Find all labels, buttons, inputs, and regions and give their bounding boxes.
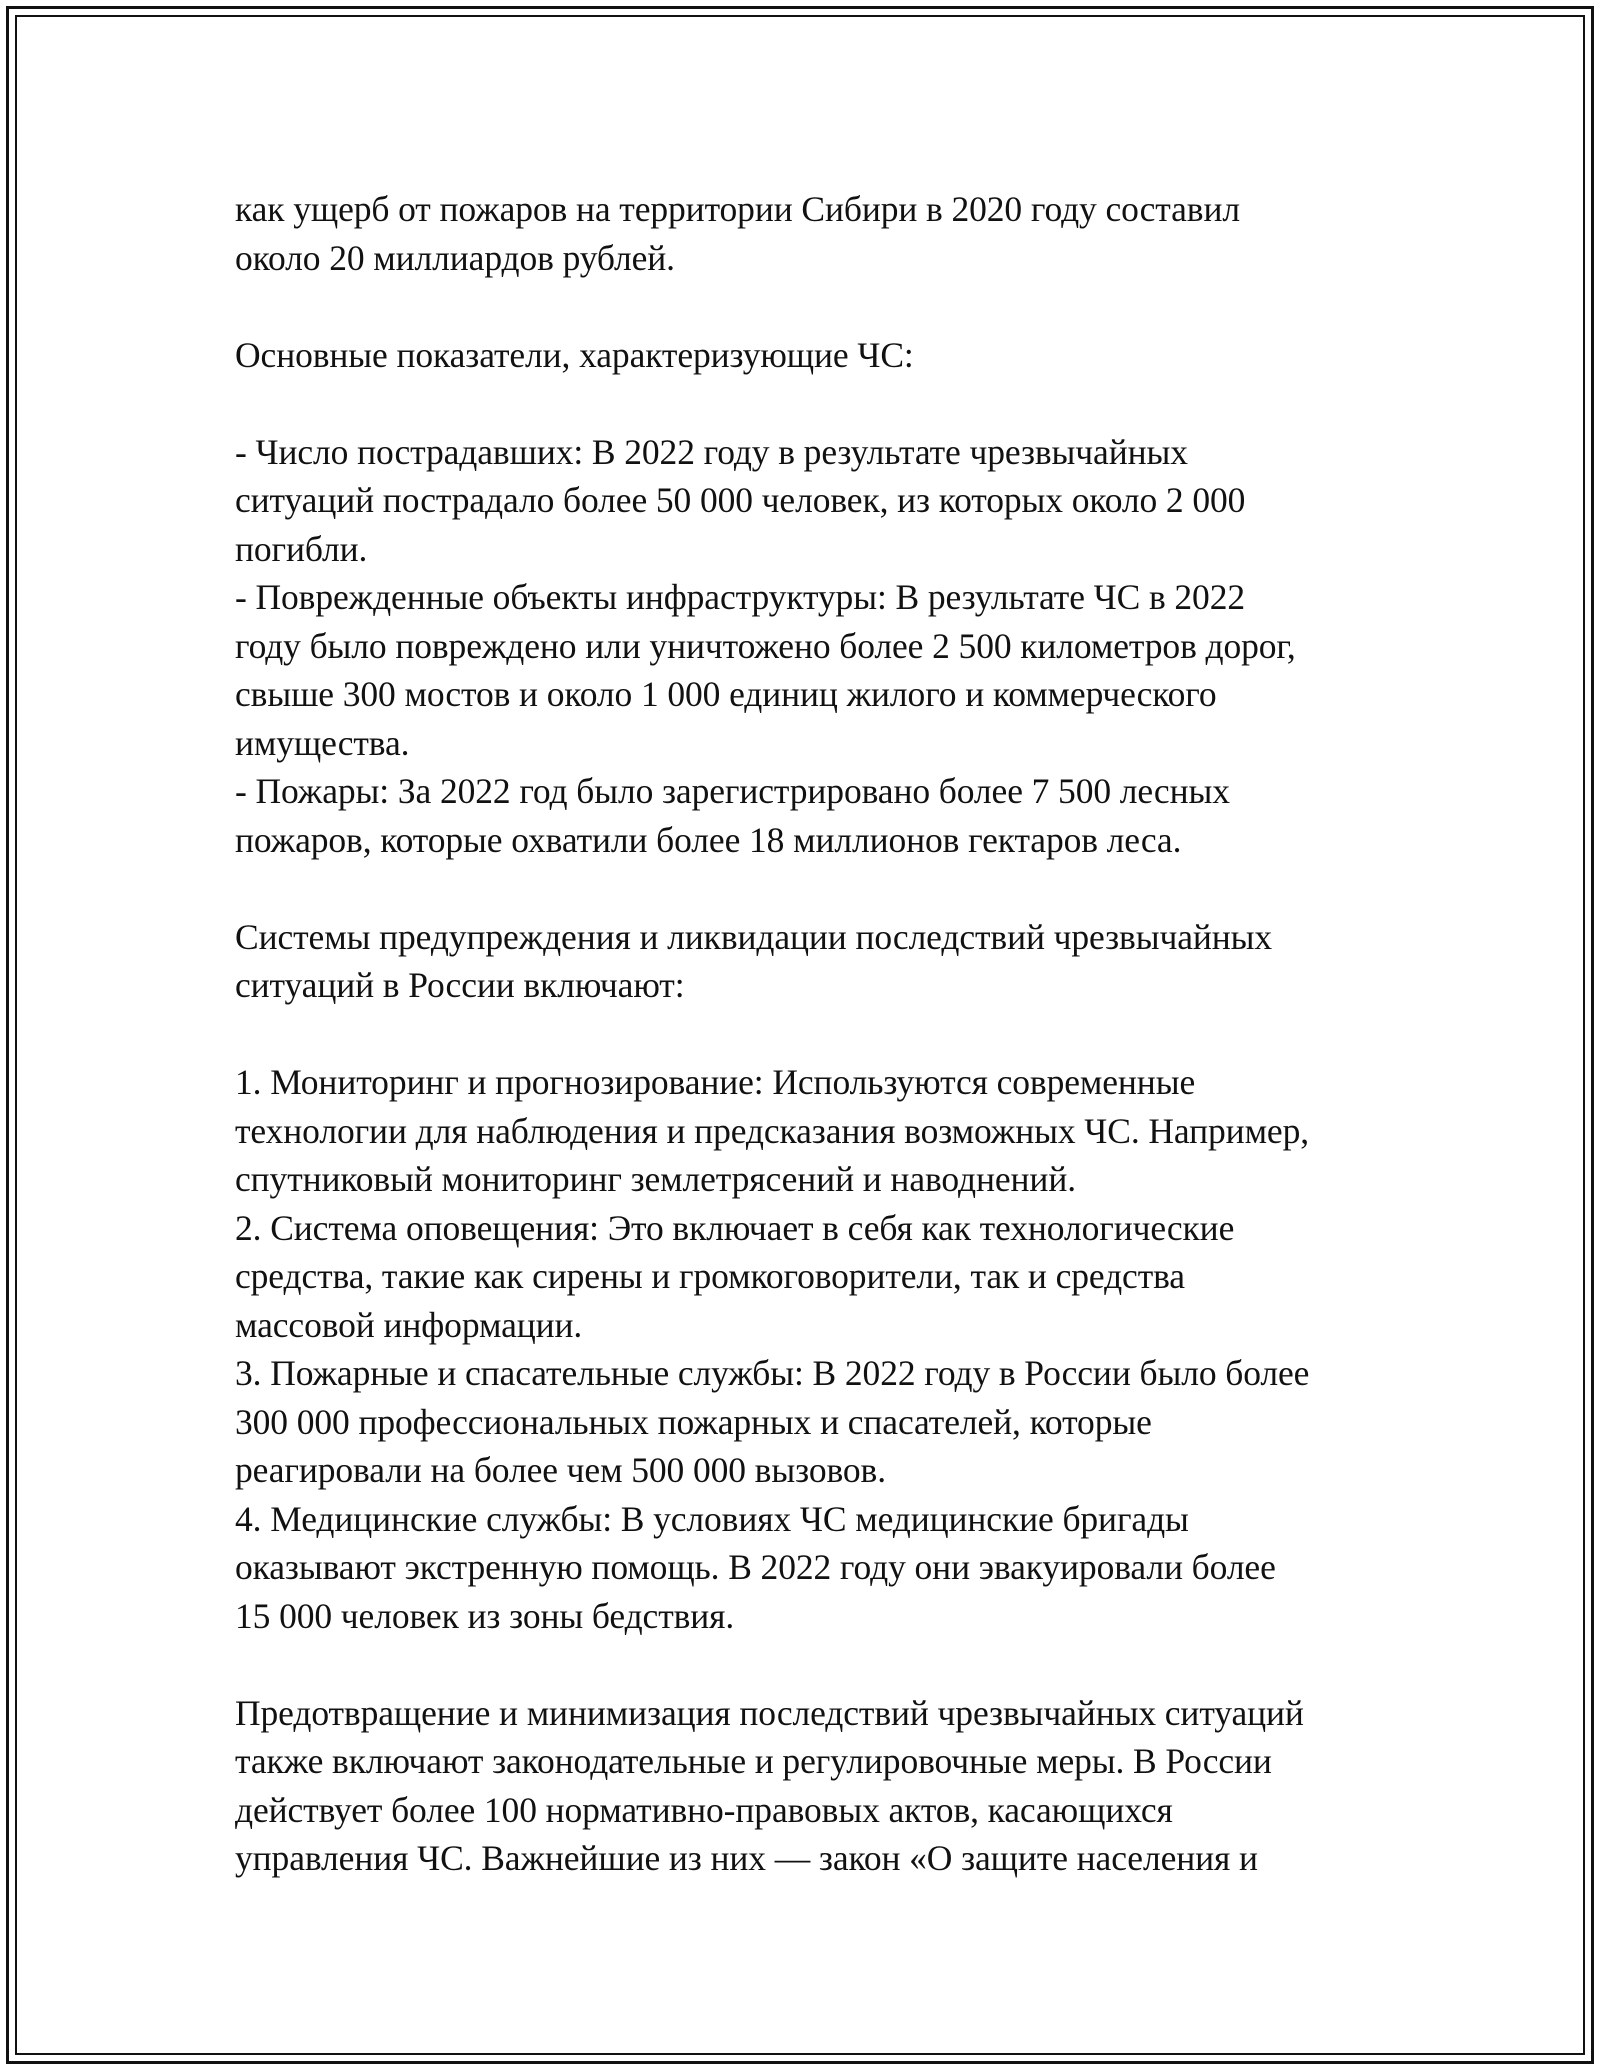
text-line: 1. Мониторинг и прогнозирование: Используются современные (235, 1062, 1196, 1102)
text-line: как ущерб от пожаров на территории Сибири в 2020 году составил (235, 189, 1240, 229)
systems-list (235, 1058, 1370, 1640)
text-line: 2. Система оповещения: Это включает в себя как технологические (235, 1207, 1235, 1248)
list-item (235, 1204, 1370, 1350)
text-line: году было повреждено или уничтожено более 2 500 километров дорог, (235, 625, 1296, 666)
text-line: также включают законодательные и регулировочные меры. В России (235, 1741, 1272, 1781)
text-line: управления ЧС. Важнейшие из них — закон «О защите населения и (235, 1838, 1258, 1878)
list-item (235, 1058, 1370, 1204)
text-line: около 20 миллиардов рублей. (235, 237, 675, 278)
text-line: Системы предупреждения и ликвидации последствий чрезвычайных (235, 916, 1273, 957)
section-heading: Основные показатели, характеризующие ЧС: (235, 334, 914, 375)
text-line: 4. Медицинские службы: В условиях ЧС медицинские бригады (235, 1498, 1189, 1539)
text-line: средства, такие как сирены и громкоговорители, так и средства (235, 1256, 1185, 1296)
list-item (235, 573, 1370, 767)
document-body (235, 185, 1370, 1883)
text-line: имущества. (235, 722, 410, 763)
text-line: ситуаций пострадало более 50 000 человек, из которых около 2 000 (235, 480, 1246, 520)
indicators-list (235, 428, 1370, 865)
text-line: свыше 300 мостов и около 1 000 единиц жилого и коммерческого (235, 674, 1217, 714)
text-line: - Поврежденные объекты инфраструктуры: В результате ЧС в 2022 (235, 577, 1246, 617)
systems-heading (235, 913, 1370, 1010)
text-line: 15 000 человек из зоны бедствия. (235, 1595, 735, 1636)
text-line: 3. Пожарные и спасательные службы: В 2022 году в России было более (235, 1353, 1310, 1393)
text-line: - Число пострадавших: В 2022 году в результате чрезвычайных (235, 431, 1188, 472)
text-line: оказывают экстренную помощь. В 2022 году они эвакуировали более (235, 1547, 1276, 1587)
text-line: реагировали на более чем 500 000 вызовов. (235, 1450, 886, 1490)
text-line: массовой информации. (235, 1304, 583, 1345)
list-item (235, 428, 1370, 574)
list-item (235, 767, 1370, 864)
text-line: Предотвращение и минимизация последствий чрезвычайных ситуаций (235, 1692, 1304, 1733)
text-line: - Пожары: За 2022 год было зарегистрировано более 7 500 лесных (235, 771, 1230, 811)
text-line: действует более 100 нормативно-правовых актов, касающихся (235, 1789, 1173, 1830)
text-line: пожаров, которые охватили более 18 миллионов гектаров леса. (235, 819, 1182, 860)
text-line: ситуаций в России включают: (235, 965, 685, 1005)
text-line: погибли. (235, 528, 368, 569)
intro-paragraph (235, 185, 1370, 282)
closing-paragraph (235, 1689, 1370, 1883)
text-line: спутниковый мониторинг землетрясений и наводнений. (235, 1159, 1077, 1199)
list-item (235, 1495, 1370, 1641)
text-line: 300 000 профессиональных пожарных и спасателей, которые (235, 1401, 1152, 1442)
list-item (235, 1349, 1370, 1495)
indicators-heading (235, 331, 1370, 380)
text-line: технологии для наблюдения и предсказания возможных ЧС. Например, (235, 1110, 1310, 1151)
